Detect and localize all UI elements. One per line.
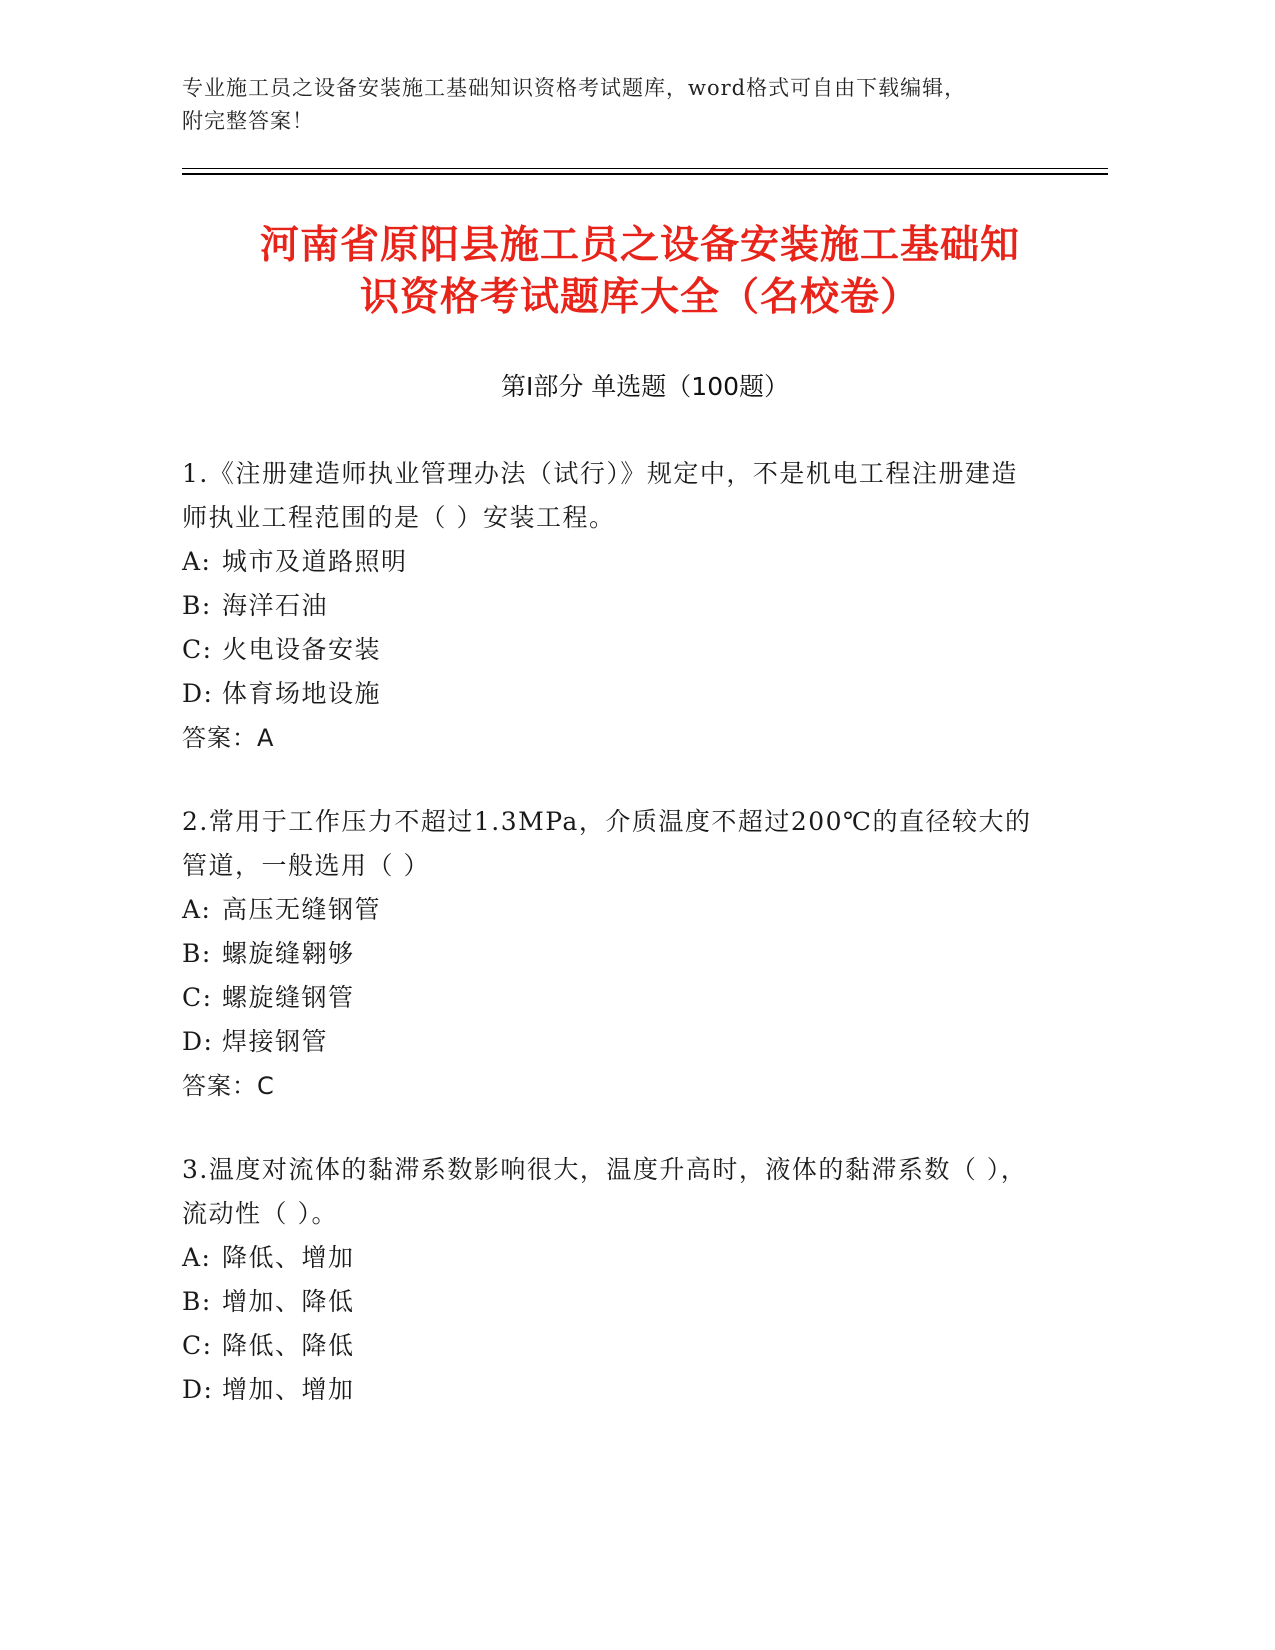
option-text: 海洋石油 <box>222 591 329 620</box>
option-text: 焊接钢管 <box>222 1027 329 1056</box>
option-b <box>182 932 1032 976</box>
option-c <box>182 628 1032 672</box>
option-text: 降低、降低 <box>222 1331 355 1360</box>
header-note-line-2: 附完整答案！ <box>182 109 314 133</box>
question-2 <box>182 800 1032 1108</box>
option-text: 增加、降低 <box>222 1287 355 1316</box>
option-text: 城市及道路照明 <box>222 547 408 576</box>
option-text: 体育场地设施 <box>222 679 382 708</box>
question-stem: 3.温度对流体的黏滞系数影响很大，温度升高时，液体的黏滞系数（ ），流动性（ ）。 <box>182 1155 1028 1228</box>
option-a <box>182 1236 1032 1280</box>
option-text: 螺旋缝钢管 <box>222 983 355 1012</box>
option-key: B: <box>182 939 212 968</box>
option-key: D: <box>182 1027 214 1056</box>
question-stem: 1.《注册建造师执业管理办法（试行）》规定中，不是机电工程注册建造师执业工程范围的是（ ）安装工程。 <box>182 459 1018 532</box>
option-key: C: <box>182 983 213 1012</box>
document-title <box>160 220 1120 324</box>
header-divider-thick <box>182 173 1108 175</box>
option-text: 火电设备安装 <box>222 635 382 664</box>
option-key: C: <box>182 1331 213 1360</box>
question-3 <box>182 1148 1032 1412</box>
option-key: A: <box>182 1243 212 1272</box>
header-note <box>182 72 1062 138</box>
answer-line: 答案：C <box>182 1072 275 1100</box>
option-a <box>182 888 1032 932</box>
header-note-line-1: 专业施工员之设备安装施工基础知识资格考试题库，word格式可自由下载编辑， <box>182 76 967 100</box>
option-c <box>182 1324 1032 1368</box>
section-heading: 第Ⅰ部分 单选题（100题） <box>500 372 790 401</box>
option-d <box>182 1020 1032 1064</box>
option-key: C: <box>182 635 213 664</box>
document-title-line-2: 识资格考试题库大全（名校卷） <box>359 275 920 320</box>
option-key: B: <box>182 1287 212 1316</box>
option-d <box>182 1368 1032 1412</box>
option-d <box>182 672 1032 716</box>
option-key: D: <box>182 679 214 708</box>
document-title-line-1: 河南省原阳县施工员之设备安装施工基础知 <box>259 223 1020 268</box>
option-key: A: <box>182 547 212 576</box>
option-text: 高压无缝钢管 <box>222 895 382 924</box>
question-stem: 2.常用于工作压力不超过1.3MPa，介质温度不超过200℃的直径较大的管道，一般选用（ ） <box>182 807 1032 880</box>
option-key: A: <box>182 895 212 924</box>
header-divider-thin <box>182 168 1108 169</box>
option-key: D: <box>182 1375 214 1404</box>
option-text: 螺旋缝翱够 <box>222 939 355 968</box>
option-a <box>182 540 1032 584</box>
option-text: 增加、增加 <box>222 1375 355 1404</box>
option-b <box>182 1280 1032 1324</box>
option-text: 降低、增加 <box>222 1243 355 1272</box>
option-key: B: <box>182 591 212 620</box>
question-1 <box>182 452 1032 760</box>
option-c <box>182 976 1032 1020</box>
option-b <box>182 584 1032 628</box>
answer-line: 答案：A <box>182 724 275 752</box>
